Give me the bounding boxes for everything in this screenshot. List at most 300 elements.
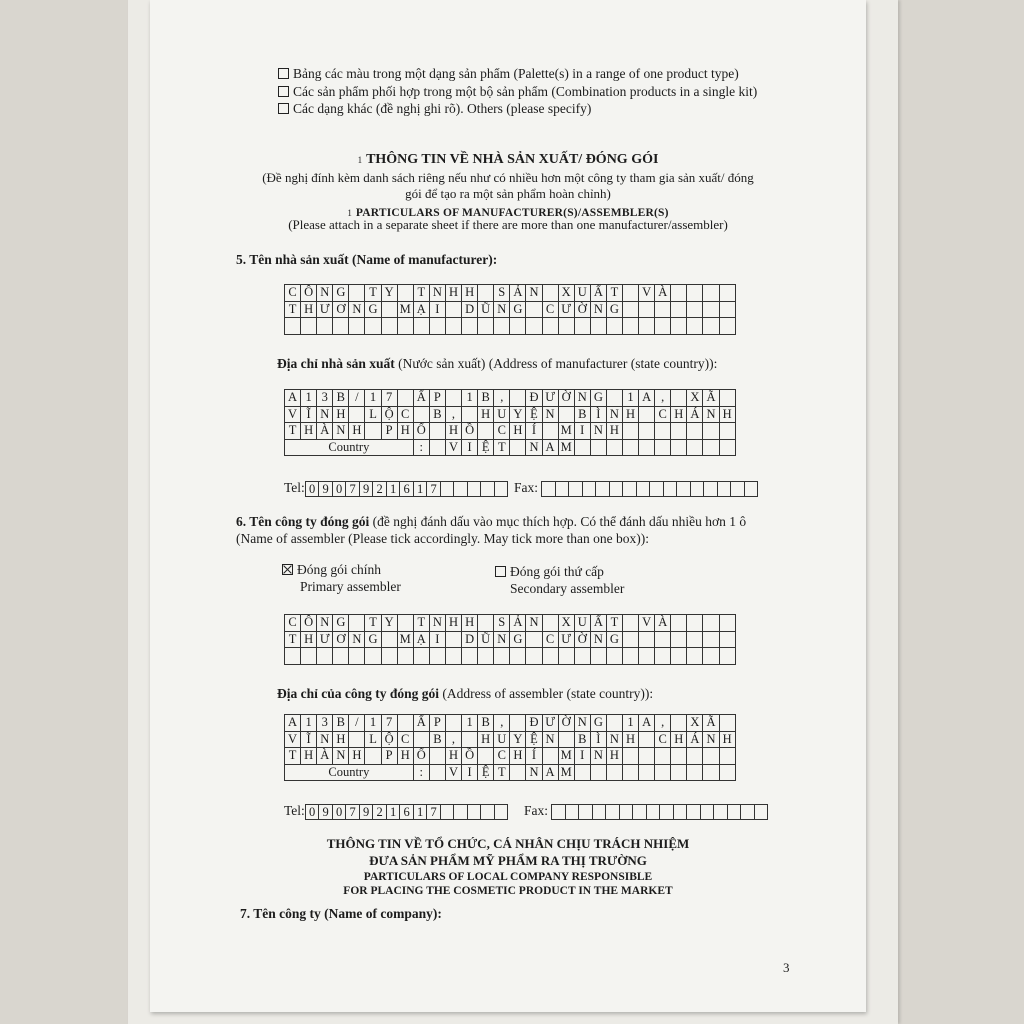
grid-cell [671,615,687,632]
digit-cell [606,804,620,819]
grid-cell [494,648,510,665]
grid-cell: H [671,406,687,423]
responsible-title-vi-2: ĐƯA SẢN PHẨM MỸ PHẨM RA THỊ TRƯỜNG [369,853,647,868]
grid-cell: 1 [301,715,317,732]
grid-cell [671,631,687,648]
grid-cell: C [542,631,558,648]
grid-cell [526,318,542,335]
digit-cell [700,804,714,819]
grid-cell: Ấ [590,285,606,302]
grid-cell: B [333,715,349,732]
grid-cell: N [317,406,333,423]
country-label: Country [285,439,414,456]
grid-row [285,406,736,423]
grid-cell [558,406,574,423]
grid-cell [606,318,622,335]
grid-cell [639,423,655,440]
grid-cell [719,748,735,765]
grid-cell [317,318,333,335]
grid-cell: Ô [301,615,317,632]
grid-cell [590,764,606,781]
grid-cell: H [510,748,526,765]
grid-cell: N [606,731,622,748]
grid-cell [606,439,622,456]
grid-cell: , [494,390,510,407]
fax-grid [551,804,768,820]
grid-cell: À [655,285,671,302]
grid-cell: T [365,285,381,302]
grid-row [285,648,736,665]
grid-cell [639,748,655,765]
grid-cell: I [574,423,590,440]
grid-cell: N [590,423,606,440]
digit-cell [646,804,660,819]
grid-cell [510,715,526,732]
digit-cell [552,804,566,819]
grid-cell: N [574,390,590,407]
grid-cell: Ờ [574,631,590,648]
grid-cell [317,648,333,665]
digit-cell [481,804,495,819]
digit-cell [636,481,650,496]
grid-cell [639,631,655,648]
grid-cell [687,748,703,765]
grid-cell: N [703,731,719,748]
fax-grid [541,481,758,497]
grid-cell: N [606,406,622,423]
grid-cell: N [574,715,590,732]
tel-grid [305,481,509,497]
grid-cell: G [333,615,349,632]
grid-cell: V [445,764,461,781]
grid-row [285,748,736,765]
grid-cell: H [445,748,461,765]
grid-cell: Ư [317,631,333,648]
grid-cell: G [510,301,526,318]
grid-cell: G [590,715,606,732]
grid-cell: B [574,731,590,748]
grid-cell [655,301,671,318]
digit-cell [440,804,454,819]
grid-cell [542,285,558,302]
grid-cell: 3 [317,715,333,732]
grid-cell: H [333,406,349,423]
grid-cell: H [397,748,413,765]
grid-cell: A [542,764,558,781]
grid-cell: T [285,748,301,765]
digit-cell [454,481,468,496]
grid-cell: , [655,390,671,407]
grid-cell [478,318,494,335]
grid-cell: M [558,748,574,765]
digit-cell [687,804,701,819]
grid-cell [397,715,413,732]
grid-cell: Ư [558,301,574,318]
secondary-assembler-en: Secondary assembler [510,581,625,596]
option-palette: Bảng các màu trong một dạng sản phẩm (Palette(s) in a range of one product type) [278,66,739,82]
grid-cell: N [526,439,542,456]
digit-cell: 9 [359,804,373,819]
grid-cell: L [365,731,381,748]
grid-cell [719,318,735,335]
grid-cell [381,631,397,648]
digit-cell [582,481,596,496]
grid-cell: L [365,406,381,423]
grid-cell [671,285,687,302]
grid-cell: N [333,748,349,765]
digit-cell [494,804,508,819]
digit-cell: 7 [346,804,360,819]
grid-cell: Ì [590,406,606,423]
grid-cell [687,764,703,781]
digit-cell [727,804,741,819]
digit-cell [623,481,637,496]
grid-cell [719,423,735,440]
grid-cell: G [365,631,381,648]
assembler-name-grid [284,614,736,665]
grid-cell: À [317,423,333,440]
grid-cell: / [349,390,365,407]
digit-cell [565,804,579,819]
grid-cell: Ờ [558,390,574,407]
grid-cell: Ư [542,390,558,407]
digit-cell [579,804,593,819]
digit-cell: 6 [400,481,414,496]
grid-cell: Y [381,285,397,302]
grid-cell: P [429,715,445,732]
digit-cell [467,481,481,496]
grid-cell [590,648,606,665]
primary-assembler-en: Primary assembler [300,579,401,594]
grid-cell [671,715,687,732]
grid-cell: Ũ [478,631,494,648]
manufacturer-heading: 5. Tên nhà sản xuất (Name of manufacturer): [236,252,498,267]
grid-cell [542,748,558,765]
grid-cell: Ố [413,748,429,765]
grid-cell [671,648,687,665]
grid-cell: X [687,390,703,407]
grid-cell: N [317,615,333,632]
grid-cell [445,390,461,407]
grid-cell [413,406,429,423]
digit-cell: 7 [346,481,360,496]
grid-cell: P [381,423,397,440]
grid-cell [606,764,622,781]
grid-cell: U [574,615,590,632]
grid-row [285,301,736,318]
grid-cell: N [349,631,365,648]
grid-cell: N [703,406,719,423]
digit-cell [569,481,583,496]
country-label: Country [285,764,414,781]
company-name-heading: 7. Tên công ty (Name of company): [240,906,442,921]
grid-cell [445,301,461,318]
grid-cell: C [655,406,671,423]
grid-cell: Đ [526,715,542,732]
grid-cell: C [285,285,301,302]
grid-cell: 1 [462,390,478,407]
grid-cell: , [445,406,461,423]
grid-cell: Ộ [381,731,397,748]
grid-cell: G [606,631,622,648]
grid-row [285,285,736,302]
digit-cell: 1 [386,481,400,496]
grid-cell: / [349,715,365,732]
grid-cell [397,285,413,302]
grid-cell [429,318,445,335]
grid-cell [542,318,558,335]
digit-cell: 0 [305,481,319,496]
grid-cell: B [429,406,445,423]
grid-cell [703,423,719,440]
digit-cell [741,804,755,819]
grid-cell: A [639,390,655,407]
grid-cell [397,390,413,407]
digit-cell: 7 [427,481,441,496]
grid-cell [542,423,558,440]
grid-cell [639,301,655,318]
page-number: 3 [783,960,790,975]
digit-cell [609,481,623,496]
grid-cell [622,439,638,456]
country-row [285,439,736,456]
grid-cell [526,631,542,648]
grid-cell [510,318,526,335]
grid-cell [542,615,558,632]
grid-cell [574,318,590,335]
grid-cell: Ĩ [301,731,317,748]
grid-cell: 1 [622,715,638,732]
grid-cell: I [462,764,478,781]
grid-cell: H [333,731,349,748]
grid-cell: C [494,748,510,765]
grid-cell [655,764,671,781]
digit-cell: 0 [332,481,346,496]
grid-row [285,423,736,440]
grid-cell [429,648,445,665]
grid-cell: Ạ [413,301,429,318]
section-note-vi-2: gói để tạo ra một sản phẩm hoàn chỉnh) [405,186,611,201]
grid-cell: B [478,715,494,732]
grid-cell [445,715,461,732]
grid-cell [558,648,574,665]
grid-cell: Ộ [381,406,397,423]
grid-cell [462,648,478,665]
grid-cell [510,764,526,781]
grid-cell: I [429,301,445,318]
digit-cell: 0 [332,804,346,819]
primary-assembler-option: Đóng gói chính [282,562,381,578]
grid-cell [719,631,735,648]
grid-cell: 1 [462,715,478,732]
grid-cell [622,748,638,765]
digit-cell [754,804,768,819]
checkbox-icon [278,86,289,97]
grid-cell [349,285,365,302]
grid-cell: M [397,301,413,318]
grid-cell: Ấ [413,390,429,407]
grid-cell: V [285,731,301,748]
grid-cell: Á [687,731,703,748]
digit-cell [481,481,495,496]
grid-cell: 3 [317,390,333,407]
grid-cell: D [462,631,478,648]
grid-cell [703,648,719,665]
grid-cell: Ấ [590,615,606,632]
grid-cell: H [349,748,365,765]
assembler-tel: Tel: 0 9 0 7 9 2 1 6 1 7 [284,803,508,820]
grid-cell [655,631,671,648]
grid-cell: T [285,301,301,318]
grid-cell [381,301,397,318]
grid-cell [462,731,478,748]
secondary-assembler-option: Đóng gói thứ cấp [495,564,604,580]
grid-cell: N [590,631,606,648]
grid-cell [719,648,735,665]
grid-cell [719,715,735,732]
grid-cell [413,648,429,665]
grid-cell [639,318,655,335]
grid-cell [558,318,574,335]
grid-cell [671,390,687,407]
grid-cell: N [542,731,558,748]
grid-cell: U [494,406,510,423]
grid-cell [671,301,687,318]
grid-cell: Ư [558,631,574,648]
grid-row [285,318,736,335]
grid-row [285,631,736,648]
grid-cell [655,439,671,456]
grid-cell [719,439,735,456]
grid-cell: U [574,285,590,302]
digit-cell [633,804,647,819]
assembler-address-grid [284,714,736,781]
grid-cell [365,648,381,665]
digit-cell: 1 [413,804,427,819]
grid-cell: Ờ [574,301,590,318]
grid-cell [445,631,461,648]
grid-cell: À [317,748,333,765]
grid-cell [397,615,413,632]
grid-cell [301,648,317,665]
grid-cell [445,648,461,665]
manufacturer-address-grid [284,389,736,456]
grid-cell [413,318,429,335]
grid-cell: H [606,748,622,765]
grid-cell: H [622,406,638,423]
grid-cell: N [429,615,445,632]
grid-cell [526,648,542,665]
option-combination: Các sản phẩm phối hợp trong một bộ sản phẩm (Combination products in a single kit) [278,84,757,100]
digit-cell [542,481,556,496]
grid-cell: : [413,439,429,456]
grid-row [285,731,736,748]
grid-cell: H [478,406,494,423]
digit-cell [714,804,728,819]
responsible-title-en-2: FOR PLACING THE COSMETIC PRODUCT IN THE MARKET [343,885,673,897]
grid-cell: Ã [703,715,719,732]
grid-cell [349,615,365,632]
grid-cell: N [429,285,445,302]
grid-cell [462,318,478,335]
digit-cell [690,481,704,496]
grid-cell: Ạ [413,631,429,648]
grid-cell [429,439,445,456]
manufacturer-address-label: Địa chỉ nhà sản xuất (Nước sản xuất) (Address of manufacturer (state country)): [277,356,718,371]
grid-cell: T [285,423,301,440]
digit-cell [454,804,468,819]
grid-cell [655,423,671,440]
grid-cell: H [478,731,494,748]
grid-cell [590,439,606,456]
grid-row [285,715,736,732]
grid-cell [526,301,542,318]
grid-cell [606,390,622,407]
grid-cell: H [719,731,735,748]
grid-cell: N [590,301,606,318]
grid-cell: M [397,631,413,648]
grid-cell [510,648,526,665]
grid-cell [703,615,719,632]
grid-cell: Ã [703,390,719,407]
grid-cell: Ơ [333,301,349,318]
grid-cell: Ả [510,285,526,302]
grid-cell [639,439,655,456]
grid-cell [574,764,590,781]
grid-cell [671,748,687,765]
responsible-title-en-1: PARTICULARS OF LOCAL COMPANY RESPONSIBLE [363,871,653,883]
grid-cell: 1 [622,390,638,407]
grid-cell: N [333,423,349,440]
grid-cell: N [526,615,542,632]
grid-cell [671,318,687,335]
grid-cell [333,648,349,665]
tel-grid [305,804,509,820]
grid-cell [687,285,703,302]
grid-cell: V [639,285,655,302]
grid-cell: Í [526,748,542,765]
grid-cell [622,318,638,335]
responsible-title-vi-1: THÔNG TIN VỀ TỔ CHỨC, CÁ NHÂN CHỊU TRÁCH NHIỆM [326,836,690,851]
grid-cell: Ố [413,423,429,440]
digit-cell [467,804,481,819]
grid-cell: H [349,423,365,440]
grid-cell [719,615,735,632]
grid-cell [719,301,735,318]
option-others: Các dạng khác (đề nghị ghi rõ). Others (please specify) [278,101,591,117]
digit-cell [731,481,745,496]
grid-cell [397,318,413,335]
grid-cell: Ệ [478,439,494,456]
grid-cell: , [494,715,510,732]
digit-cell [744,481,758,496]
grid-cell: X [687,715,703,732]
digit-cell [555,481,569,496]
grid-cell: H [462,285,478,302]
grid-cell: A [542,439,558,456]
digit-cell: 6 [400,804,414,819]
grid-cell: Ư [542,715,558,732]
grid-cell: A [285,390,301,407]
grid-cell [365,748,381,765]
grid-cell [365,318,381,335]
grid-cell [478,648,494,665]
section-note-vi-1: (Đề nghị đính kèm danh sách riêng nếu như có nhiều hơn một công ty tham gia sản xuất/ đóng [262,170,754,185]
digit-cell: 1 [386,804,400,819]
grid-cell [510,390,526,407]
digit-cell [650,481,664,496]
digit-cell [677,481,691,496]
